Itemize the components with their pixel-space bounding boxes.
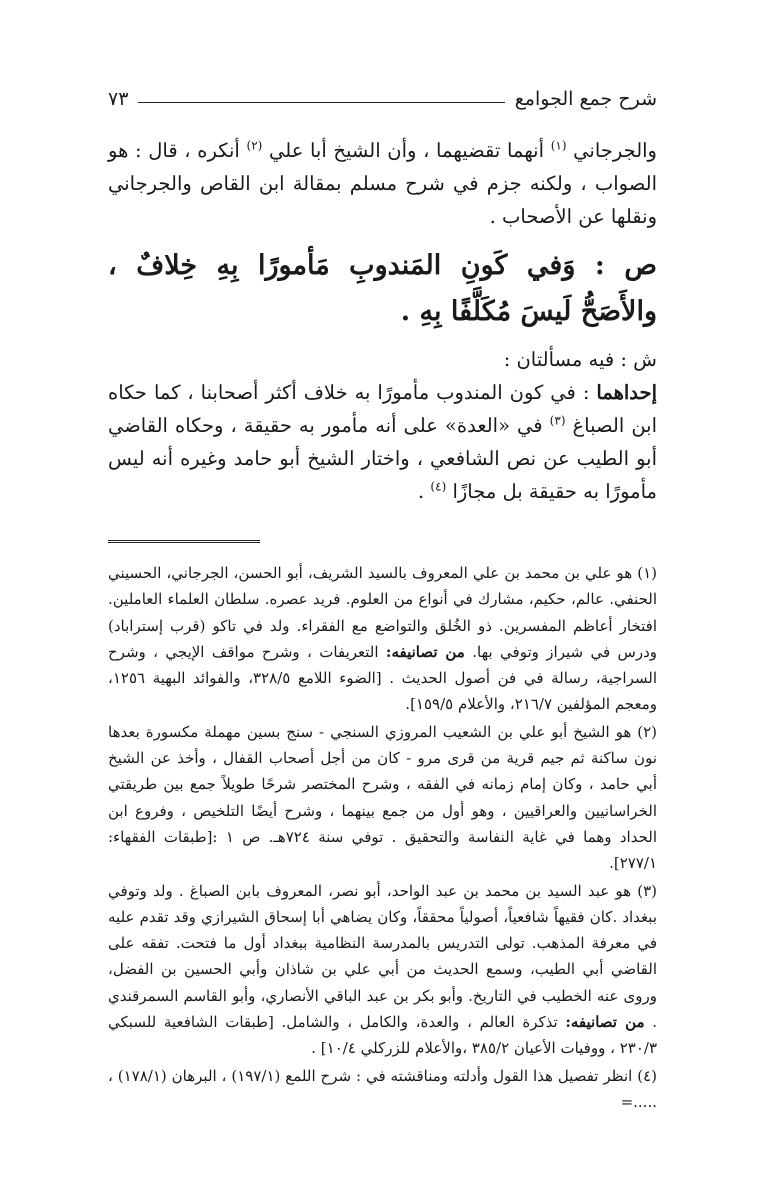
bold-label: من تصانيفه: [565,1013,645,1032]
running-header [108,86,657,112]
matn-passage: ص : وَفي كَونِ المَندوبِ مَأمورًا بِهِ خِلافٌ ، والأَصَحُّ لَيسَ مُكَلَّفًا بِهِ . [108,250,657,327]
footnote-2 [108,719,657,877]
footnote-4 [108,1063,657,1116]
header-rule [138,102,504,103]
bold-label: من تصانيفه: [385,642,465,661]
footnote-1 [108,560,657,718]
footnote-ref-2: (٢) [246,138,263,153]
text-run: أنكره ، قال : هو الصواب ، ولكنه جزم في شرح مسلم بمقالة ابن القاص والجرجاني ونقلها عن الأصحاب . [108,139,657,228]
sharh-opening: ش : فيه مسألتان : [503,348,657,371]
text-run: (٣) هو عبد السيد بن محمد بن عبد الواحد، أبو نصر، المعروف بابن الصباغ . ولد وتوفي ببغداد .كان فقيهاً شافعياً، أصولياً محققاً، وكان يضاهي أبا إسحاق الشيرازي وقد تقدم عليه في معرفة المذهب. تولى التدريس بالمدرسة النظامية ببغداد أول ما فتحت. تفقه على القاضي أبي الطيب، وسمع الحديث من أبي علي بن شاذان وأبي الحسين بن الفضل، وروى عنه الخطيب في التاريخ. وأبو بكر بن عبد الباقي الأنصاري، وأبو القاسم السمرقندي . [108,881,657,1032]
text-run: تذكرة العالم ، والعدة، والكامل ، والشامل. [طبقات الشافعية للسبكي ٢٣٠/٣ ، ووفيات الأعيان ٣٨٥/٢ ،والأعلام للزركلي ١٠/٤] . [108,1013,657,1058]
footnote-ref-1: (١) [550,138,567,153]
page-number: ٧٣ [108,88,129,110]
main-text [108,134,657,508]
lead-word: إحداهما [596,381,657,404]
text-run: (٤) انظر تفصيل هذا القول وأدلته ومناقشته في : شرح اللمع (١٩٧/١) ، البرهان (١٧٨/١) ، .....= [108,1066,657,1111]
footnote-separator [108,540,260,543]
text-run: في «العدة» على أنه مأمور به حقيقة ، وحكاه القاضي أبو الطيب عن نص الشافعي ، واختار الشيخ أبو حامد وغيره أنه ليس مأمورًا به حقيقة بل مجازًا [108,414,657,503]
paragraph-1 [108,134,657,233]
running-title: شرح جمع الجوامع [514,88,657,110]
text-run: والجرجاني [573,139,657,162]
text-run: . [418,480,425,503]
text-run: (٢) هو الشيخ أبو علي بن الشعيب المروزي السنجي - سنج بسين مهملة مكسورة بعدها نون ساكنة ثم جيم قرية من قرى مرو - كان من أجل أصحاب القفال ، وأخذ عن الشيخ أبي حامد ، وكان إمام زمانه في الفقه ، وشرح المختصر شرحًا طويلاً جمع بين طريقتي الخراسانيين والعراقيين ، وهو أول من جمع بينهما ، وشرح أيضًا التلخيص ، وفروع ابن الحداد وهما في غاية النفاسة والتحقيق . توفي سنة ٧٢٤هـ. ص ١ :[طبقات الفقهاء: ٢٧٧/١]. [108,722,657,873]
footnote-ref-4: (٤) [430,479,447,494]
text-run: (١) هو علي بن محمد بن علي المعروف بالسيد الشريف، أبو الحسن، الجرجاني، الحسيني الحنفي. عالم، حكيم، مشارك في أنواع من العلوم. فريد عصره. سلطان العلماء العاملين. افتخار أعاظم المفسرين. ذو الخُلق والتواضع مع الفقراء. ولد في تاكو (قرب إستراباد) ودرس في شيراز وتوفي بها. [108,564,657,661]
footnote-ref-3: (٣) [549,413,566,428]
footnote-3 [108,878,657,1062]
text-run: : في كون المندوب مأمورًا به خلاف أكثر أصحابنا ، كما حكاه ابن الصباغ [108,381,658,437]
text-run: التعريفات ، وشرح مواقف الإيجي ، وشرح السراجية، رسالة في فن أصول الحديث . [الضوء اللامع ٣٢٨/٥، والفوائد البهية ١٢٥٦، ومعجم المؤلفين ٢١٦/٧، والأعلام ١٥٩/٥]. [108,642,657,714]
paragraph-2 [108,376,657,508]
text-run: أنهما تقضيهما ، وأن الشيخ أبا علي [268,139,545,162]
footnotes [108,560,657,1116]
